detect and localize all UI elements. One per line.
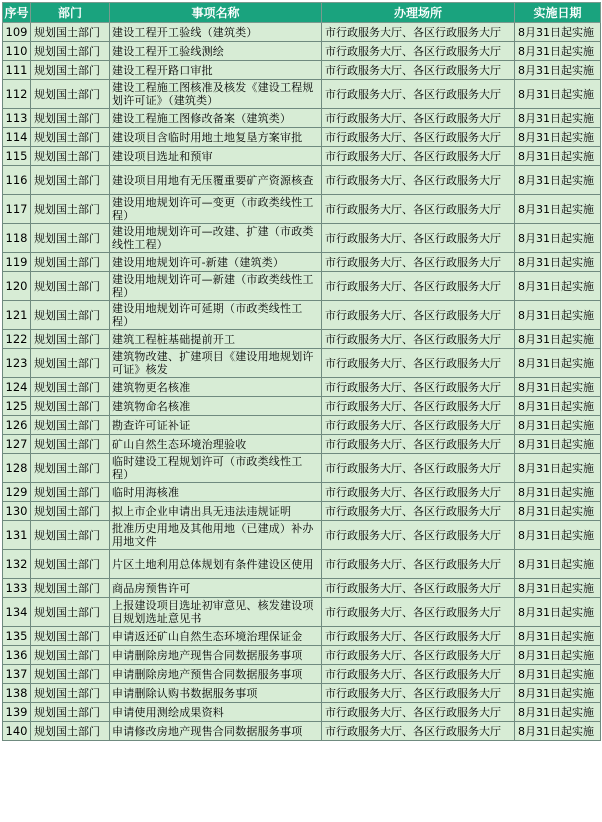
venue-cell: 市行政服务大厅、各区行政服务大厅: [322, 109, 515, 128]
venue-cell: 市行政服务大厅、各区行政服务大厅: [322, 253, 515, 272]
venue-cell: 市行政服务大厅、各区行政服务大厅: [322, 435, 515, 454]
serial-number-cell: 137: [3, 665, 31, 684]
item-name-cell: 建设项目选址和预审: [110, 147, 322, 166]
department-cell: 规划国土部门: [31, 502, 110, 521]
serial-number-cell: 131: [3, 521, 31, 550]
item-name-cell: 建设工程施工图修改备案（建筑类）: [110, 109, 322, 128]
effective-date-cell: 8月31日起实施: [515, 301, 601, 330]
item-name-cell: 建设工程开工验线（建筑类）: [110, 23, 322, 42]
department-cell: 规划国土部门: [31, 521, 110, 550]
department-cell: 规划国土部门: [31, 627, 110, 646]
item-name-cell: 批准历史用地及其他用地（已建成）补办用地文件: [110, 521, 322, 550]
item-name-cell: 勘查许可证补证: [110, 416, 322, 435]
table-row: [3, 646, 601, 665]
table-row: [3, 397, 601, 416]
venue-cell: 市行政服务大厅、各区行政服务大厅: [322, 330, 515, 349]
item-name-cell: 拟上市企业申请出具无违法违规证明: [110, 502, 322, 521]
table-row: [3, 272, 601, 301]
effective-date-cell: 8月31日起实施: [515, 109, 601, 128]
item-name-cell: 矿山自然生态环境治理验收: [110, 435, 322, 454]
department-cell: 规划国土部门: [31, 42, 110, 61]
serial-number-cell: 109: [3, 23, 31, 42]
effective-date-cell: 8月31日起实施: [515, 128, 601, 147]
item-name-cell: 片区土地利用总体规划有条件建设区使用: [110, 550, 322, 579]
serial-number-cell: 115: [3, 147, 31, 166]
department-cell: 规划国土部门: [31, 147, 110, 166]
department-cell: 规划国土部门: [31, 80, 110, 109]
table-row: [3, 61, 601, 80]
serial-number-cell: 126: [3, 416, 31, 435]
effective-date-cell: 8月31日起实施: [515, 61, 601, 80]
venue-cell: 市行政服务大厅、各区行政服务大厅: [322, 416, 515, 435]
serial-number-cell: 112: [3, 80, 31, 109]
venue-cell: 市行政服务大厅、各区行政服务大厅: [322, 349, 515, 378]
header-venue: 办理场所: [322, 3, 515, 23]
venue-cell: 市行政服务大厅、各区行政服务大厅: [322, 166, 515, 195]
department-cell: 规划国土部门: [31, 301, 110, 330]
effective-date-cell: 8月31日起实施: [515, 579, 601, 598]
item-name-cell: 上报建设项目选址初审意见、核发建设项目规划选址意见书: [110, 598, 322, 627]
department-cell: 规划国土部门: [31, 703, 110, 722]
venue-cell: 市行政服务大厅、各区行政服务大厅: [322, 684, 515, 703]
table-row: [3, 416, 601, 435]
table-header: [3, 3, 601, 23]
venue-cell: 市行政服务大厅、各区行政服务大厅: [322, 502, 515, 521]
serial-number-cell: 124: [3, 378, 31, 397]
effective-date-cell: 8月31日起实施: [515, 42, 601, 61]
serial-number-cell: 133: [3, 579, 31, 598]
serial-number-cell: 132: [3, 550, 31, 579]
serial-number-cell: 130: [3, 502, 31, 521]
effective-date-cell: 8月31日起实施: [515, 550, 601, 579]
table-row: [3, 349, 601, 378]
serial-number-cell: 118: [3, 224, 31, 253]
department-cell: 规划国土部门: [31, 416, 110, 435]
venue-cell: 市行政服务大厅、各区行政服务大厅: [322, 722, 515, 741]
table-row: [3, 301, 601, 330]
item-name-cell: 申请修改房地产现售合同数据服务事项: [110, 722, 322, 741]
header-effective-date: 实施日期: [515, 3, 601, 23]
department-cell: 规划国土部门: [31, 550, 110, 579]
table-row: [3, 627, 601, 646]
item-name-cell: 建设用地规划许可—改建、扩建（市政类线性工程）: [110, 224, 322, 253]
item-name-cell: 建设用地规划许可延期（市政类线性工程）: [110, 301, 322, 330]
department-cell: 规划国土部门: [31, 598, 110, 627]
effective-date-cell: 8月31日起实施: [515, 195, 601, 224]
venue-cell: 市行政服务大厅、各区行政服务大厅: [322, 23, 515, 42]
item-name-cell: 申请返还矿山自然生态环境治理保证金: [110, 627, 322, 646]
table-row: [3, 128, 601, 147]
department-cell: 规划国土部门: [31, 23, 110, 42]
table-row: [3, 665, 601, 684]
department-cell: 规划国土部门: [31, 349, 110, 378]
header-row: [3, 3, 601, 23]
table-row: [3, 521, 601, 550]
department-cell: 规划国土部门: [31, 330, 110, 349]
serial-number-cell: 127: [3, 435, 31, 454]
effective-date-cell: 8月31日起实施: [515, 598, 601, 627]
table-row: [3, 483, 601, 502]
department-cell: 规划国土部门: [31, 272, 110, 301]
table-row: [3, 579, 601, 598]
department-cell: 规划国土部门: [31, 483, 110, 502]
effective-date-cell: 8月31日起实施: [515, 416, 601, 435]
table-row: [3, 166, 601, 195]
department-cell: 规划国土部门: [31, 684, 110, 703]
item-name-cell: 商品房预售许可: [110, 579, 322, 598]
item-name-cell: 建设用地规划许可—变更（市政类线性工程）: [110, 195, 322, 224]
serial-number-cell: 116: [3, 166, 31, 195]
table-row: [3, 378, 601, 397]
item-name-cell: 建设工程开路口审批: [110, 61, 322, 80]
venue-cell: 市行政服务大厅、各区行政服务大厅: [322, 42, 515, 61]
effective-date-cell: 8月31日起实施: [515, 80, 601, 109]
effective-date-cell: 8月31日起实施: [515, 272, 601, 301]
effective-date-cell: 8月31日起实施: [515, 397, 601, 416]
item-name-cell: 临时建设工程规划许可（市政类线性工程）: [110, 454, 322, 483]
venue-cell: 市行政服务大厅、各区行政服务大厅: [322, 483, 515, 502]
venue-cell: 市行政服务大厅、各区行政服务大厅: [322, 579, 515, 598]
item-name-cell: 申请删除房地产预售合同数据服务事项: [110, 665, 322, 684]
table-row: [3, 147, 601, 166]
item-name-cell: 建筑物更名核准: [110, 378, 322, 397]
venue-cell: 市行政服务大厅、各区行政服务大厅: [322, 665, 515, 684]
effective-date-cell: 8月31日起实施: [515, 483, 601, 502]
serial-number-cell: 136: [3, 646, 31, 665]
venue-cell: 市行政服务大厅、各区行政服务大厅: [322, 454, 515, 483]
venue-cell: 市行政服务大厅、各区行政服务大厅: [322, 521, 515, 550]
table-row: [3, 253, 601, 272]
header-serial-number: 序号: [3, 3, 31, 23]
venue-cell: 市行政服务大厅、各区行政服务大厅: [322, 703, 515, 722]
serial-number-cell: 119: [3, 253, 31, 272]
venue-cell: 市行政服务大厅、各区行政服务大厅: [322, 397, 515, 416]
department-cell: 规划国土部门: [31, 435, 110, 454]
table-row: [3, 330, 601, 349]
serial-number-cell: 110: [3, 42, 31, 61]
venue-cell: 市行政服务大厅、各区行政服务大厅: [322, 80, 515, 109]
department-cell: 规划国土部门: [31, 224, 110, 253]
item-name-cell: 建设用地规划许可-新建（建筑类）: [110, 253, 322, 272]
serial-number-cell: 134: [3, 598, 31, 627]
item-name-cell: 建筑工程桩基础提前开工: [110, 330, 322, 349]
serial-number-cell: 121: [3, 301, 31, 330]
venue-cell: 市行政服务大厅、各区行政服务大厅: [322, 598, 515, 627]
serial-number-cell: 111: [3, 61, 31, 80]
department-cell: 规划国土部门: [31, 579, 110, 598]
item-name-cell: 建筑物命名核准: [110, 397, 322, 416]
serial-number-cell: 138: [3, 684, 31, 703]
department-cell: 规划国土部门: [31, 454, 110, 483]
venue-cell: 市行政服务大厅、各区行政服务大厅: [322, 61, 515, 80]
serial-number-cell: 120: [3, 272, 31, 301]
venue-cell: 市行政服务大厅、各区行政服务大厅: [322, 272, 515, 301]
item-name-cell: 建设项目含临时用地土地复垦方案审批: [110, 128, 322, 147]
venue-cell: 市行政服务大厅、各区行政服务大厅: [322, 195, 515, 224]
department-cell: 规划国土部门: [31, 128, 110, 147]
venue-cell: 市行政服务大厅、各区行政服务大厅: [322, 378, 515, 397]
table-row: [3, 23, 601, 42]
services-table: [2, 2, 601, 741]
effective-date-cell: 8月31日起实施: [515, 253, 601, 272]
table-row: [3, 502, 601, 521]
table-row: [3, 195, 601, 224]
effective-date-cell: 8月31日起实施: [515, 224, 601, 253]
department-cell: 规划国土部门: [31, 646, 110, 665]
effective-date-cell: 8月31日起实施: [515, 166, 601, 195]
serial-number-cell: 125: [3, 397, 31, 416]
department-cell: 规划国土部门: [31, 195, 110, 224]
item-name-cell: 建筑物改建、扩建项目《建设用地规划许可证》核发: [110, 349, 322, 378]
serial-number-cell: 123: [3, 349, 31, 378]
venue-cell: 市行政服务大厅、各区行政服务大厅: [322, 627, 515, 646]
item-name-cell: 临时用海核准: [110, 483, 322, 502]
effective-date-cell: 8月31日起实施: [515, 147, 601, 166]
serial-number-cell: 139: [3, 703, 31, 722]
item-name-cell: 建设用地规划许可—新建（市政类线性工程）: [110, 272, 322, 301]
department-cell: 规划国土部门: [31, 109, 110, 128]
item-name-cell: 建设工程施工图核准及核发《建设工程规划许可证》（建筑类）: [110, 80, 322, 109]
department-cell: 规划国土部门: [31, 722, 110, 741]
venue-cell: 市行政服务大厅、各区行政服务大厅: [322, 550, 515, 579]
effective-date-cell: 8月31日起实施: [515, 23, 601, 42]
header-item-name: 事项名称: [110, 3, 322, 23]
table-row: [3, 598, 601, 627]
department-cell: 规划国土部门: [31, 397, 110, 416]
effective-date-cell: 8月31日起实施: [515, 349, 601, 378]
effective-date-cell: 8月31日起实施: [515, 722, 601, 741]
effective-date-cell: 8月31日起实施: [515, 502, 601, 521]
effective-date-cell: 8月31日起实施: [515, 454, 601, 483]
table-row: [3, 454, 601, 483]
item-name-cell: 申请使用测绘成果资料: [110, 703, 322, 722]
table-row: [3, 80, 601, 109]
effective-date-cell: 8月31日起实施: [515, 521, 601, 550]
serial-number-cell: 140: [3, 722, 31, 741]
serial-number-cell: 128: [3, 454, 31, 483]
department-cell: 规划国土部门: [31, 378, 110, 397]
venue-cell: 市行政服务大厅、各区行政服务大厅: [322, 128, 515, 147]
header-department: 部门: [31, 3, 110, 23]
serial-number-cell: 122: [3, 330, 31, 349]
effective-date-cell: 8月31日起实施: [515, 330, 601, 349]
serial-number-cell: 114: [3, 128, 31, 147]
table-body: [3, 23, 601, 741]
effective-date-cell: 8月31日起实施: [515, 684, 601, 703]
item-name-cell: 建设工程开工验线测绘: [110, 42, 322, 61]
serial-number-cell: 113: [3, 109, 31, 128]
effective-date-cell: 8月31日起实施: [515, 627, 601, 646]
table-row: [3, 42, 601, 61]
table-row: [3, 684, 601, 703]
effective-date-cell: 8月31日起实施: [515, 646, 601, 665]
serial-number-cell: 129: [3, 483, 31, 502]
effective-date-cell: 8月31日起实施: [515, 435, 601, 454]
department-cell: 规划国土部门: [31, 61, 110, 80]
table-row: [3, 224, 601, 253]
department-cell: 规划国土部门: [31, 665, 110, 684]
effective-date-cell: 8月31日起实施: [515, 378, 601, 397]
venue-cell: 市行政服务大厅、各区行政服务大厅: [322, 147, 515, 166]
serial-number-cell: 135: [3, 627, 31, 646]
effective-date-cell: 8月31日起实施: [515, 703, 601, 722]
item-name-cell: 申请删除认购书数据服务事项: [110, 684, 322, 703]
department-cell: 规划国土部门: [31, 253, 110, 272]
department-cell: 规划国土部门: [31, 166, 110, 195]
table-row: [3, 550, 601, 579]
item-name-cell: 建设项目用地有无压覆重要矿产资源核查: [110, 166, 322, 195]
table-row: [3, 722, 601, 741]
venue-cell: 市行政服务大厅、各区行政服务大厅: [322, 646, 515, 665]
venue-cell: 市行政服务大厅、各区行政服务大厅: [322, 301, 515, 330]
item-name-cell: 申请删除房地产现售合同数据服务事项: [110, 646, 322, 665]
serial-number-cell: 117: [3, 195, 31, 224]
table-row: [3, 109, 601, 128]
table-row: [3, 435, 601, 454]
effective-date-cell: 8月31日起实施: [515, 665, 601, 684]
table-row: [3, 703, 601, 722]
venue-cell: 市行政服务大厅、各区行政服务大厅: [322, 224, 515, 253]
